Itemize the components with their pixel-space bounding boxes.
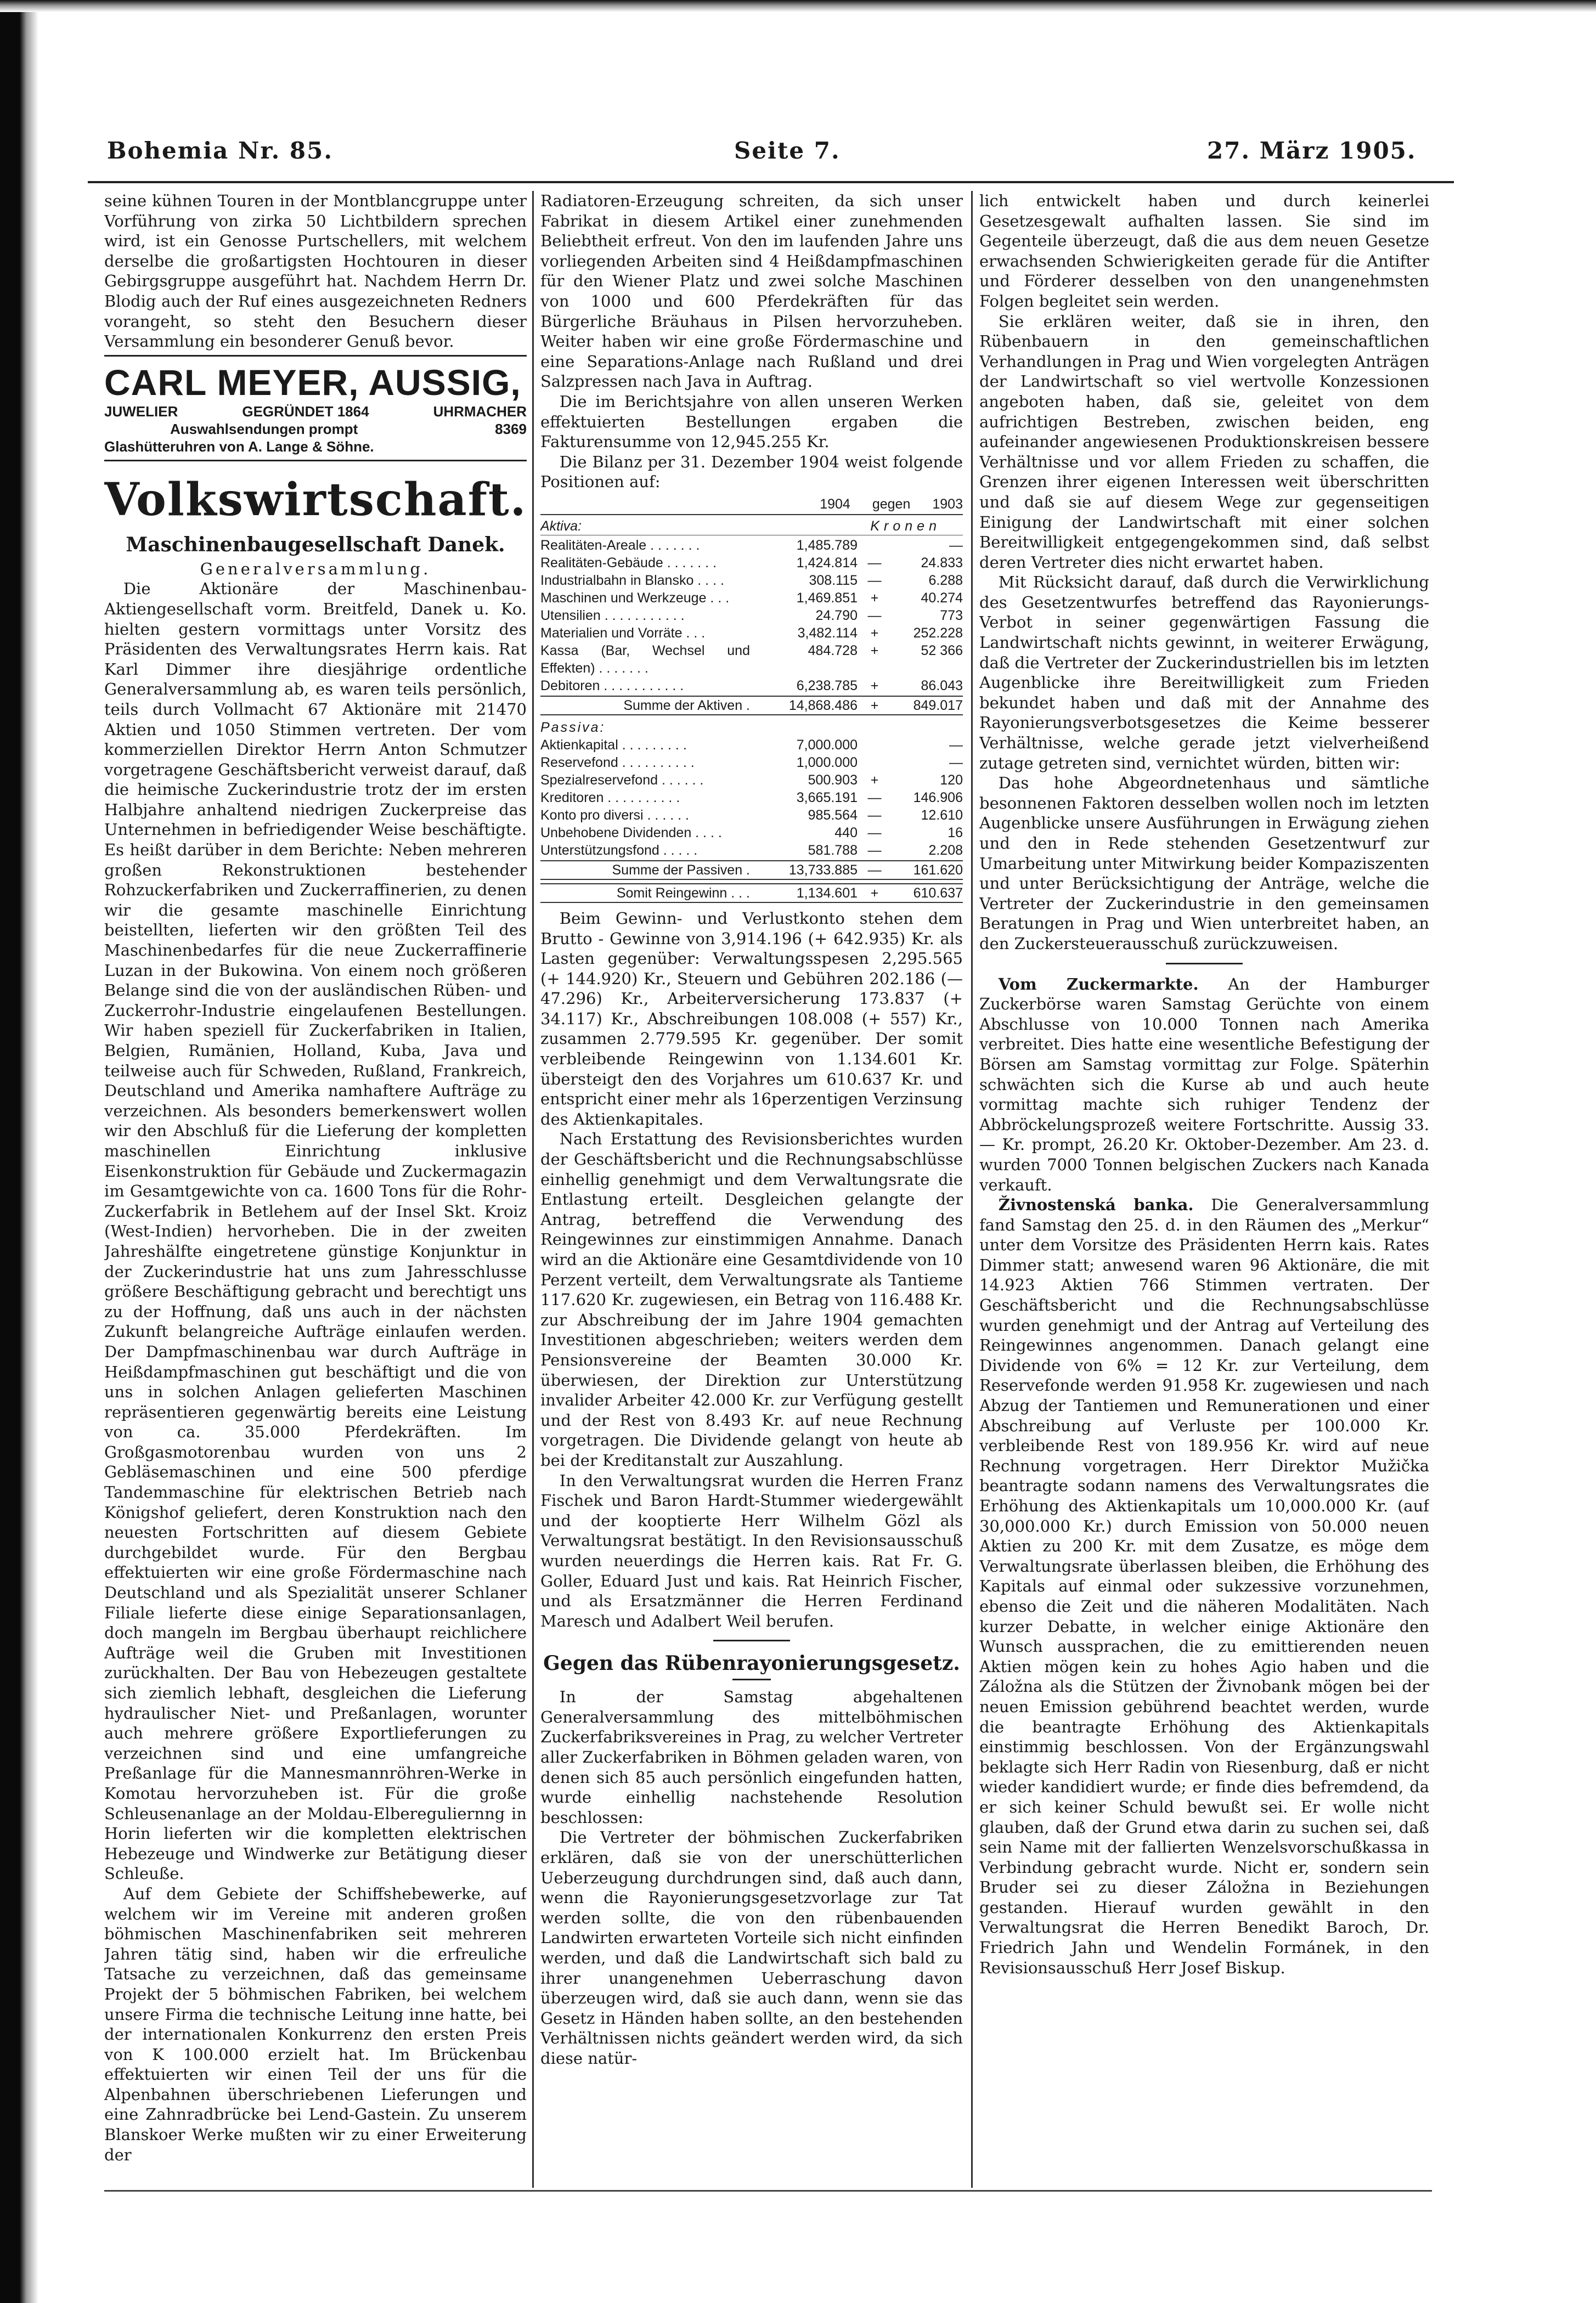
balance-year-a: 1904 [820, 496, 850, 512]
row-sign: + [870, 642, 879, 658]
ad-sub-right: UHRMACHER [433, 403, 527, 420]
article-subtitle: Generalversammlung. [200, 559, 431, 578]
bottom-rule [104, 2190, 1432, 2192]
header-date: 27. März 1905. [1207, 137, 1417, 164]
aktiva-rows [540, 537, 963, 695]
row-label: Unbehobene Dividenden . . . . [540, 825, 722, 840]
aktiva-row [540, 572, 963, 589]
row-diff: — [949, 737, 963, 753]
row-value: 3,482.114 [797, 625, 858, 641]
row-value: 1,485.789 [796, 537, 858, 553]
row-sign [861, 537, 888, 554]
article-paragraph: Die Aktionäre der Maschinenbau-Aktiengesellschaft vorm. Breitfeld, Danek u. Ko. hielten gestern vormittags unter Vorsitz des Präsidenten des Verwaltungsrates Herrn kais. Rat Karl Dimmer ihre diesjährige ordentliche Generalversammlung ab, es waren teils persönlich, teils durch Vollmacht 67 Aktionäre mit 21470 Aktien und 1050 Stimmen vertreten. Der vom kommerziellen Direktor Herrn Anton Schmutzer vorgetragene Geschäftsbericht verweist darauf, daß die heimische Zuckerindustrie trotz der im ersten Halbjahre anhaltend niedrigen Zuckerpreise das Unternehmen in befriedigender Weise beschäftigte. Es heißt darüber in dem Berichte: Neben mehreren großen Rekonstruktionen bestehender Rohzuckerfabriken und Zuckerraffinerien, zu denen wir die gesamte maschinelle Einrichtung beistellten, lieferten wir den größten Teil des Maschinenbedarfes für die neue Zuckerraffinerie Luzan in der Bukowina. Von einem noch größeren Belange sind die von der ausländischen Rüben- und Zuckerrohr-Industrie eingelaufenen Bestellungen. Wir haben speziell für Zuckerfabriken in Italien, Belgien, Rumänien, Holland, Kuba, Java und teilweise auch für Schweden, Rußland, Frankreich, Deutschland und Amerika namhaftere Aufträge zu verzeichnen. Als besonders bemerkenswert wollen wir den Abschluß für die Lieferung der kompletten maschinellen Einrichtung inklusive Eisenkonstruktion für Gebäude und Zuckermagazin im Gesamtgewichte von ca. 1600 Tons für die Rohr-Zuckerfabrik in Betlehem auf der Insel Skt. Kroiz (West-Indien) hervorheben. Die in der zweiten Jahreshälfte eingetretene günstige Konjunktur in der Zuckerindustrie hat uns zum Jahresschlusse größere Beschäftigung gebracht und berechtigt uns zu der Hoffnung, daß uns auch in der nächsten Zukunft belangreiche Aufträge einlaufen werden. Der Dampfmaschinenbau war durch Aufträge in Heißdampfmaschinen gut beschäftigt und die von uns in solchen Anlagen gelieferten Maschinen repräsentieren gegenwärtig bereits eine Leistung von ca. 35.000 Pferdekräften. Im Großgasmotorenbau wurden von uns 2 Gebläsemaschinen und eine 500 pferdige Tandemmaschine für elektrischen Betrieb nach Königshof geliefert, deren Konstruktion nach den neuesten Fortschritten auf diesem Gebiete durchgebildet wurde. Für den Bergbau effektuierten wir eine große Fördermaschine nach Deutschland und als Spezialität unserer Schlaner Filiale lieferte diese einige Separationsanlagen, doch mangeln im Bergbau überhaupt reichlichere Aufträge weil die Gruben mit Investitionen zurückhalten. Der Bau von Hebezeugen gestaltete sich ziemlich lebhaft, desgleichen die Lieferung hydraulischer Niet- und Preßanlagen, worunter auch mehrere größere Exportlieferungen zu verzeichnen sind und eine umfangreiche Preßanlage für die Mannesmannröhren-Werke in Komotau hervorzuheben ist. Für die große Schleusenanlage an der Moldau-Elbereguliernng in Horin lieferten wir die kompletten elektrischen Hebezeuge und Windwerke zur Betätigung dieser Schleuße. [104, 579, 527, 1883]
row-label: Utensilien . . . . . . . . . . . [540, 607, 685, 623]
row-label: Unterstützungsfond . . . . . [540, 842, 698, 858]
row-label: Aktienkapital . . . . . . . . . [540, 737, 687, 753]
article-paragraph: Auf dem Gebiete der Schiffshebewerke, auf welchem wir im Vereine mit anderen großen böhmischen Maschinenfabriken seit mehreren Jahren tätig sind, haben wir die erfreuliche Tatsache zu verzeichnen, daß das gemeinsame Projekt der 5 böhmischen Fabriken, bei welchem unsere Firma die technische Leitung inne hatte, bei der internationalen Konkurrenz den ersten Preis von K 100.000 erzielt hat. Im Brückenbau effektuierten wir einen Teil der uns für die Alpenbahnen überschriebenen Lieferungen und eine Zahnradbrücke bei Lend-Gastein. Zu unserem Blanskoer Werke mußten wir zu einer Erweiterung der [104, 1884, 527, 2164]
ad-line-2 [104, 438, 527, 455]
net-profit-diff: 610.637 [913, 885, 963, 901]
header-rule [88, 181, 1454, 183]
row-diff: — [949, 754, 963, 770]
row-sign [861, 754, 888, 771]
passiva-total-sign: — [867, 862, 882, 878]
news-body: An der Hamburger Zuckerbörse waren Samstag Gerüchte von einem Abschlusse von 10.000 Tonnen nach Amerika verbreitet. Dies hatte eine wesentliche Befestigung der Börsen am Samstag vormittag zur Folge. Späterhin schwächten sich die Kurse ab und auch heute vormittag machte sich ruhiger Tendenz der Abbröckelungsprozeß weitere Fortschritte. Aussig 33.— Kr. prompt, 26.20 Kr. Oktober-Dezember. Am 23. d. wurden 7000 Tonnen belgischen Zuckers nach Kanada verkauft. [979, 974, 1429, 1194]
news-item-zivnostenska [979, 1195, 1429, 1978]
balance-gegen: gegen [872, 496, 911, 512]
row-value: 1,000.000 [796, 754, 858, 770]
aktiva-total-diff: 849.017 [913, 697, 963, 713]
row-diff: 6.288 [928, 572, 963, 588]
net-profit-row [540, 883, 963, 903]
row-value: 1,424.814 [796, 555, 858, 571]
ad-title: CARL MEYER, AUSSIG, [104, 362, 521, 403]
row-diff: 16 [948, 825, 963, 840]
news-heading: Vom Zuckermarkte. [998, 974, 1199, 994]
row-sign: — [867, 825, 882, 840]
row-value: 7,000.000 [796, 737, 858, 753]
ad-line-1-text: Auswahlsendungen prompt [170, 420, 358, 437]
column-3 [979, 191, 1429, 2188]
row-diff: 12.610 [921, 807, 963, 823]
article-paragraph: In den Verwaltungsrat wurden die Herren Franz Fischek und Baron Hardt-Stummer wiedergewählt und der kooptierte Herr Wilhelm Gözl als Verwaltungsrat bestätigt. In den Revisionsausschuß wurden neuerdings die Herren kais. Rat Fr. G. Goller, Eduard Just und kais. Rat Heinrich Fischer, und als Ersatzmänner die Herren Ferdinand Maresch und Adalbert Weil berufen. [540, 1471, 963, 1630]
article-paragraph: Nach Erstattung des Revisionsberichtes wurden der Geschäftsbericht und die Rechnungsabschlüsse einhellig genehmigt und dem Verwaltungsrate die Entlastung erteilt. Desgleichen gelangte der Antrag, betreffend die Verwendung des Reingewinnes zur einstimmigen Annahme. Danach wird an die Aktionäre eine Gesamtdividende von 10 Perzent verteilt, dem Verwaltungsrate als Tantieme 117.620 Kr. zugewiesen, ein Betrag von 116.488 Kr. zur Abschreibung der im Jahre 1904 gemachten Investitionen abgeschrieben; weiters werden dem Pensionsvereine der Beamten 30.000 Kr. überwiesen, der Direktion zur Unterstützung invalider Arbeiter 42.000 Kr. zur Verfügung gestellt und der Rest von 8.493 Kr. auf neue Rechnung vorgetragen. Die Dividende gelangt von heute ab bei der Kreditanstalt zur Auszahlung. [540, 1130, 963, 1470]
news-body: Die Generalversammlung fand Samstag den 25. d. in den Räumen des „Merkur“ unter dem Vorsitze des Präsidenten Herrn kais. Rates Dimmer statt; anwesend waren 96 Aktionäre, die mit 14.923 Aktien 766 Stimmen vertraten. Der Geschäftsbericht und die Rechnungsabschlüsse wurden genehmigt und der Antrag auf Verteilung des Reingewinnes angenommen. Danach gelangt eine Dividende von 6% = 12 Kr. zur Verteilung, dem Reservefonde werden 91.958 Kr. zugewiesen und nach Abzug der Tantiemen und Remunerationen und einer Abschreibung auf Verluste per 100.000 Kr. verbleibende Rest von 189.956 Kr. wird auf neue Rechnung vorgetragen. Herr Direktor Mužička beantragte sodann namens des Verwaltungsrates die Erhöhung des Aktienkapitals um 10,000.000 Kr. (auf 30,000.000 Kr.) durch Emission von 50.000 neuen Aktien zu 200 Kr. mit dem Zusatze, es möge dem Verwaltungsrate überlassen bleiben, die Erhöhung des Kapitals auf einmal oder sukzessive vorzunehmen, ebenso die Zeit und die näheren Modalitäten. Nach kurzer Debatte, in welcher einige Aktionäre den Wunsch aussprachen, die zu emittierenden neuen Aktien mögen kein zu hohes Agio haben und die Záložna als die Stützen der Živnobank mögen bei der neuen Emission gebührend beachtet werden, wurde die beantragte Erhöhung des Aktienkapitals einstimmig beschlossen. Von der Ergänzungswahl beklagte sich Herr Radin von Riesenburg, daß er nicht wieder kandidiert wurde; er finde dies befremdend, da er sich keiner Schuld bewußt sei. Er wolle nicht glauben, daß der Grund etwa darin zu suchen sei, daß sein Name mit der fallierten Wenzelsvorschußkassa in Verbindung gebracht wurde. Nicht er, sondern sein Bruder sei zu dieser Záložna in Beziehungen gestanden. Hierauf wurden gewählt in den Verwaltungsrat die Herren Benedikt Baroch, Dr. Friedrich Jahn und Wendelin Formánek, in den Revisionsausschuß Herr Josef Biskup. [979, 1195, 1429, 1977]
aktiva-row [540, 589, 963, 607]
row-sign: + [870, 678, 879, 693]
row-diff: 52 366 [921, 642, 963, 658]
article-title-2: Gegen das Rübenrayonierungsgesetz. [543, 1652, 960, 1675]
balance-year-b: 1903 [932, 496, 963, 512]
row-label: Industrialbahn in Blansko . . . . [540, 572, 724, 588]
row-sign: + [870, 772, 879, 788]
column-rule-1 [532, 191, 534, 2188]
column-1 [104, 191, 527, 2188]
row-value: 6,238.785 [796, 678, 858, 693]
page-header [82, 137, 1454, 176]
ad-line-1-number: 8369 [495, 420, 527, 437]
article-paragraph: Das hohe Abgeordnetenhaus und sämtliche besonnenen Faktoren desselben wollen noch im letzten Augenblicke unsere Ausführungen in Erwägung ziehen und den in Rede stehenden Gesetzentwurf zur Umarbeitung unter Mitwirkung beider Kompaziszenten und unter Berücksichtigung der Anträge, welche die Vertreter der Zuckerindustrie in den gemeinsamen Beratungen in Prag und Wien unterbreitet haben, an den Zuckersteuerausschuß zurückzuweisen. [979, 774, 1429, 953]
article-paragraph: lich entwickelt haben und durch keinerlei Gesetzesgewalt aufhalten lassen. Sie sind im Gegenteile überzeugt, daß die aus dem neuen Gesetze erwachsenden Schwierigkeiten gerade für die Antifter und Förderer desselben von den unangenehmsten Folgen begleitet sein werden. [979, 191, 1429, 311]
row-sign: — [867, 842, 882, 858]
passiva-row [540, 789, 963, 806]
aktiva-row [540, 642, 963, 677]
newspaper-page [82, 126, 1454, 2211]
passiva-row [540, 842, 963, 859]
row-diff: 86.043 [921, 678, 963, 693]
row-value: 24.790 [815, 607, 858, 623]
row-diff: 120 [940, 772, 963, 788]
row-sign: + [870, 590, 879, 606]
row-value: 3,665.191 [796, 789, 858, 805]
aktiva-label: Aktiva: [540, 518, 582, 534]
column-2 [540, 191, 963, 2188]
article-paragraph: Die im Berichtsjahre von allen unseren Werken effektuierten Bestellungen ergaben die Fakturensumme von 12,945.255 Kr. [540, 392, 963, 451]
row-sign: — [867, 607, 882, 623]
balance-sheet [540, 495, 963, 903]
row-diff: — [949, 537, 963, 553]
article-paragraph: Beim Gewinn- und Verlustkonto stehen dem Brutto - Gewinne von 3,914.196 (+ 642.935) Kr. als Lasten gegenüber: Verwaltungsspesen 2,295.565 (+ 144.920) Kr., Steuern und Gebühren 202.186 (— 47.296) Kr., Arbeiterversicherung 173.837 (+ 34.117) Kr., Abschreibungen 108.008 (+ 557) Kr., zusammen 2.779.595 Kr. gegenüber. Der somit verbleibende Reingewinn von 1.134.601 Kr. übersteigt den des Vorjahres um 610.637 Kr. und entspricht einer mehr als 16perzentigen Verzinsung des Aktienkapitales. [540, 908, 963, 1128]
row-label: Realitäten-Gebäude . . . . . . . [540, 555, 717, 571]
article-paragraph: Die Vertreter der böhmischen Zuckerfabriken erklären, daß sie von der unerschütterlichen Ueberzeugung durchdrungen sind, daß auch dann, wenn die Rayonierungsgesetzvorlage zur Tat werden sollte, die von den rübenbauenden Landwirten erwarteten Vorteile sich nicht einfinden werden, und daß die Landwirtschaft sich bald zu ihrer unangenehmen Ueberraschung davon überzeugen wird, daß sie auch dann, wenn sie das Gesetz in Händen haben sollte, an den bestehenden Verhältnissen nichts geändert werden wird, da sich diese natür- [540, 1828, 963, 2068]
row-label: Konto pro diversi . . . . . . [540, 807, 689, 823]
net-profit-label: Somit Reingewinn . . . [616, 885, 750, 901]
row-label: Kreditoren . . . . . . . . . . [540, 789, 680, 805]
row-label: Kassa (Bar, Wechsel und Effekten) . . . . . . . [540, 642, 750, 676]
article-paragraph: Die Bilanz per 31. Dezember 1904 weist folgende Positionen auf: [540, 452, 963, 492]
column-rule-2 [971, 191, 973, 2188]
row-value: 308.115 [809, 572, 858, 588]
row-diff: 24.833 [921, 555, 963, 571]
aktiva-row [540, 537, 963, 554]
row-value: 500.903 [808, 772, 858, 788]
header-page-number: Seite 7. [734, 137, 841, 164]
news-heading: Živnostenská banka. [998, 1195, 1194, 1215]
aktiva-total-label: Summe der Aktiven . [623, 697, 750, 713]
row-label: Spezialreservefond . . . . . . [540, 772, 704, 788]
passiva-row [540, 771, 963, 789]
ad-subline [104, 403, 527, 420]
article-divider [713, 1640, 790, 1641]
row-sign [861, 736, 888, 754]
row-diff: 2.208 [928, 842, 963, 858]
passiva-row [540, 736, 963, 754]
passiva-total-diff: 161.620 [913, 862, 963, 878]
aktiva-total-sign: + [870, 697, 879, 713]
passiva-rows [540, 736, 963, 859]
passiva-total-value: 13,733.885 [788, 862, 858, 878]
article-divider-small [732, 1679, 771, 1680]
scan-border-left [0, 0, 38, 2303]
row-diff: 146.906 [913, 789, 963, 805]
article-paragraph: Sie erklären weiter, daß sie in ihren, den Rübenbauern in den gemeinschaftlichen Verhandlungen in Prag und Wien vorgelegten Anträgen der Landwirtschaft so viel wertvolle Konzessionen angeboten haben, daß sie, geleitet von dem aufrichtigen Bestreben, zwischen beiden, eng aufeinander angewiesenen Produktionskreisen bessere Verhältnisse und vor allem Frieden zu schaffen, die Grenzen ihrer eigenen Interessen weit überschritten und daß sie auf diesem Wege zur gegenseitigen Einigung der Landwirtschaft mit einer solchen Bereitwilligkeit entgegengekommen sind, daß selbst deren Vertreter dies nicht erwartet haben. [979, 312, 1429, 572]
advertisement [104, 355, 527, 461]
aktiva-row [540, 554, 963, 572]
row-value: 1,469.851 [796, 590, 858, 606]
row-diff: 773 [940, 607, 963, 623]
ad-sub-left: JUWELIER [104, 403, 178, 420]
currency-label: Kronen [870, 518, 941, 534]
row-sign: — [867, 572, 882, 588]
section-title: Volkswirtschaft. [104, 473, 527, 526]
row-label: Debitoren . . . . . . . . . . . [540, 678, 684, 693]
header-publication: Bohemia Nr. 85. [107, 137, 333, 164]
article-paragraph: Mit Rücksicht darauf, daß durch die Verwirklichung des Gesetzentwurfes betreffend das Rayonierungs-Verbot in seiner gegenwärtigen Fassung die Landwirtschaft nichts gewinnt, in weiterer Erwägung, daß die Vertreter der Zuckerindustriellen bis im letzten Augenblicke ihre Bereitwilligkeit zum Frieden bekundet haben und daß mit der Annahme des Rayonierungsverbotsgesetzes die Keime besserer Verhältnisse, welche gerade jetzt vielverheißend zutage getreten sind, vernichtet würden, bitten wir: [979, 573, 1429, 772]
row-diff: 40.274 [921, 590, 963, 606]
aktiva-row [540, 677, 963, 695]
row-label: Realitäten-Areale . . . . . . . [540, 537, 700, 553]
row-sign: — [867, 555, 882, 571]
aktiva-row [540, 624, 963, 642]
passiva-row [540, 806, 963, 824]
passiva-label: Passiva: [540, 719, 606, 735]
balance-header [540, 495, 963, 515]
ad-sub-mid: GEGRÜNDET 1864 [242, 403, 369, 420]
article-paragraph: Radiatoren-Erzeugung schreiten, da sich unser Fabrikat in diesem Artikel einer zunehmenden Beliebtheit erfreut. Von den im laufenden Jahre uns vorliegenden Arbeiten sind 4 Heißdampfmaschinen für den Wiener Platz und zwei solche Maschinen von 1000 und 600 Pferdekräften für das Bürgerliche Bräuhaus in Pilsen hervorzuheben. Weiter haben wir eine große Fördermaschine und eine Separations-Anlage nach Rußland und drei Salzpressen nach Java in Auftrag. [540, 191, 963, 391]
passiva-total-row [540, 860, 963, 880]
row-diff: 252.228 [913, 625, 963, 641]
aktiva-total-row [540, 696, 963, 715]
net-profit-sign: + [870, 885, 879, 901]
row-value: 440 [834, 825, 858, 840]
row-sign: + [870, 625, 879, 641]
row-value: 581.788 [808, 842, 858, 858]
news-item-zuckermarkt [979, 974, 1429, 1195]
aktiva-total-value: 14,868.486 [788, 697, 858, 713]
row-label: Maschinen und Werkzeuge . . . [540, 590, 730, 606]
row-label: Materialien und Vorräte . . . [540, 625, 706, 641]
balance-subheader [540, 517, 963, 535]
row-label: Reservefond . . . . . . . . . . [540, 754, 695, 770]
row-value: 484.728 [808, 642, 858, 658]
aktiva-row [540, 607, 963, 624]
row-sign: — [867, 789, 882, 805]
intro-paragraph: seine kühnen Touren in der Montblancgruppe unter Vorführung von zirka 50 Lichtbildern sprechen wird, ist ein Genosse Purtschellers, mit welchem derselbe die großartigsten Hochtouren in dieser Gebirgsgruppe ausgeführt hat. Nachdem Herrn Dr. Blodig auch der Ruf eines ausgezeichneten Redners vorangeht, so steht den Besuchern dieser Versammlung ein besonderer Genuß bevor. [104, 191, 527, 351]
row-sign: — [867, 807, 882, 823]
passiva-row [540, 754, 963, 771]
row-value: 985.564 [808, 807, 858, 823]
article-title: Maschinenbaugesellschaft Danek. [126, 533, 505, 556]
ad-line-2-text: Glashütteruhren von A. Lange & Söhne. [104, 438, 374, 455]
passiva-row [540, 824, 963, 842]
article-divider [1166, 963, 1243, 964]
article-paragraph: In der Samstag abgehaltenen Generalversammlung des mittelböhmischen Zuckerfabriksvereines in Prag, zu welcher Vertreter aller Zuckerfabriken in Böhmen geladen waren, von denen sich 85 auch persönlich eingefunden hatten, wurde einhellig nachstehende Resolution beschlossen: [540, 1687, 963, 1827]
ad-line-1 [104, 420, 527, 438]
passiva-total-label: Summe der Passiven . [612, 862, 750, 878]
scan-border-top [0, 0, 1596, 12]
net-profit-value: 1,134.601 [796, 885, 858, 901]
